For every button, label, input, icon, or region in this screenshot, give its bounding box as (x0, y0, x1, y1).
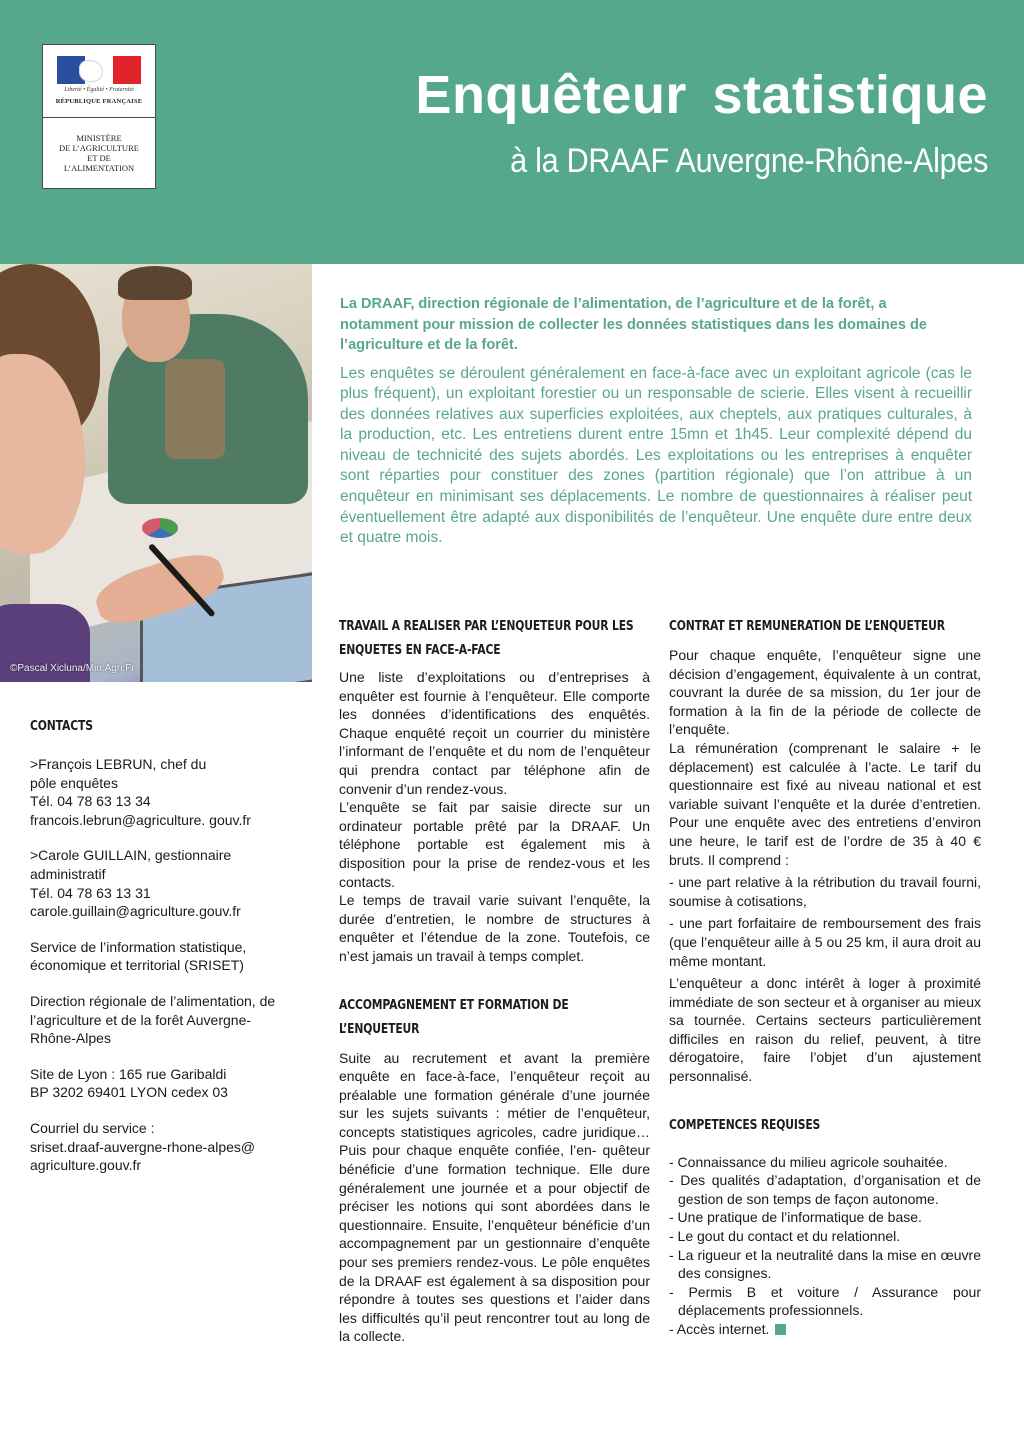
contact-phone: Tél. 04 78 63 13 31 (30, 884, 151, 901)
list-item: - Une pratique de l’informatique de base. (669, 1209, 922, 1226)
contrat-paragraph: L’enquêteur a donc intérêt à loger à proximité immédiate de son secteur et à organiser au mieux sa tournée. Certains secteurs particulièrement difficiles en raison du relief, peuvent, à titre dérogatoire, faire l’objet d’un ajustement personnalisé. (669, 975, 981, 1085)
contact-person-1 (30, 755, 286, 829)
ministry-logo (42, 44, 156, 189)
contrat-heading: CONTRAT ET REMUNERATION DE L’ENQUETEUR (669, 618, 945, 634)
list-item: - Des qualités d’adaptation, d’organisation et de gestion de son temps de façon autonome. (669, 1172, 981, 1207)
intro-body: Les enquêtes se déroulent généralement en face-à-face avec un exploitant agricole (cas le plus fréquent), un exploitant forestier ou un responsable de scierie. Elles visent à recueillir des données relatives aux superficies exploitées, aux cheptels, aux pratiques culturales, à la production, etc. Les entretiens durent entre 15mn et 1h45. Leur complexité dépend du niveau de technicité des sujets abordés. Les exploitations ou les entreprises à enquêter sont réparties pour constituer des zones (partition régionale) que l’on attribue à un enquêteur en minimisant ses déplacements. Le nombre de questionnaires à réaliser peut éventuellement être adapté aux disponibilités de l’enquêteur. Une enquête dure entre deux et quatre mois. (340, 364, 972, 547)
photo-credit: ©Pascal Xicluna/Min.Agri.Fr (10, 663, 135, 674)
accompagnement-paragraph: Suite au recrutement et avant la première enquête en face-à-face, l’enquêteur reçoit au préalable une formation générale d’une journée sur les sujets suivants : métier de l’enquêteur, concepts statistiques agricoles, cadre juridique… Puis pour chaque enquête confiée, l’en- quêteur bénéficie d’une formation technique. Elle dure généralement une journée et a pour objectif de préciser les notions qui sont abordées dans le questionnaire. Ensuite, l’enquêteur bénéficie d’un accompagnement par un gestionnaire d’enquête pour ses premiers rendez-vous. Le pôle enquêtes de la DRAAF est également à sa disposition pour répondre à toutes ses questions et l’aider dans les difficultés qu’il peut rencontrer tout au long de la collecte. (339, 1049, 650, 1345)
contact-person-2 (30, 846, 286, 920)
page-subtitle: à la DRAAF Auvergne-Rhône-Alpes (509, 142, 988, 180)
right-column (669, 614, 981, 1339)
list-item: - Permis B et voiture / Assurance pour déplacements professionnels. (669, 1283, 981, 1319)
ministry-line: DE L’AGRICULTURE (59, 143, 139, 153)
contacts-heading: CONTACTS (30, 718, 93, 734)
list-item: - Connaissance du milieu agricole souhaitée. (669, 1153, 948, 1170)
contrat-paragraph: La rémunération (comprenant le salaire + le déplacement) est calculée à l’acte. Le tarif du questionnaire est fixé au niveau national et est variable suivant l’enquête et la durée d’entretien. Pour une enquête avec des entretiens d’environ une heure, le tarif est de l’ordre de 35 à 40 € bruts. Il comprend : (669, 739, 981, 868)
contrat-paragraph: - une part relative à la rétribution du travail fourni, soumise à cotisations, (669, 874, 981, 909)
travail-paragraph: Le temps de travail varie suivant l’enquête, la durée d’entretien, le nombre de structures à enquêter et l’étendue de la zone. Toutefois, ce n’est jamais un travail à temps complet. (339, 892, 650, 964)
contact-role: pôle enquêtes (30, 774, 118, 791)
list-item (669, 1320, 981, 1339)
competences-list (669, 1153, 981, 1339)
service-email (30, 1119, 286, 1175)
ministry-line: MINISTÈRE (76, 133, 122, 143)
list-item-text: - Accès internet. (669, 1321, 770, 1337)
service-email-link[interactable] (30, 1138, 286, 1175)
address-line: Site de Lyon : 165 rue Garibaldi (30, 1065, 227, 1082)
contrat-paragraph: - une part forfaitaire de remboursement des frais (que l’enquêteur aille à 5 ou 25 km, il aura droit au même montant. (669, 915, 981, 969)
contacts-column (30, 714, 286, 1175)
interview-photo (0, 264, 312, 682)
accompagnement-heading: ACCOMPAGNEMENT ET FORMATION DE L’ENQUETEUR (339, 996, 569, 1037)
contact-role: administratif (30, 865, 106, 882)
republic-motto: Liberté • Égalité • Fraternité (64, 87, 134, 93)
travail-heading: TRAVAIL A REALISER PAR L’ENQUETEUR POUR LES ENQUETES EN FACE-A-FACE (339, 618, 634, 658)
list-item: - La rigueur et la neutralité dans la mise en œuvre des consignes. (669, 1246, 981, 1282)
contact-name: >Carole GUILLAIN, gestionnaire (30, 847, 232, 864)
ministry-name (43, 133, 155, 173)
direction-name: Direction régionale de l’alimentation, de l’agriculture et de la forêt Auvergne-Rhône-Alpes (30, 992, 276, 1047)
end-of-article-square-icon (775, 1324, 786, 1335)
ministry-line: L’ALIMENTATION (63, 163, 135, 173)
middle-column (339, 614, 650, 1346)
contact-email-link[interactable]: carole.guillain@agriculture.gouv.fr (30, 903, 241, 920)
competences-heading: COMPETENCES REQUISES (669, 1116, 821, 1133)
postal-address (30, 1065, 286, 1102)
travail-paragraph: L’enquête se fait par saisie directe sur un ordinateur portable prêté par la DRAAF. Un téléphone portable est également mis à disposition pour la prise de rendez-vous et les contacts. (339, 799, 650, 890)
list-item: - Le gout du contact et du relationnel. (669, 1228, 901, 1245)
page-title: Enquêteur statistique (415, 65, 988, 125)
intro-lead: La DRAAF, direction régionale de l’alimentation, de l’agriculture et de la forêt, a notamment pour mission de collecter les données statistiques dans les domaines de l’agriculture et de la forêt. (340, 295, 928, 353)
contact-email-link[interactable]: francois.lebrun@agriculture. gouv.fr (30, 811, 251, 828)
intro-section (340, 294, 972, 549)
republic-name: RÉPUBLIQUE FRANÇAISE (55, 98, 143, 105)
contact-phone: Tél. 04 78 63 13 34 (30, 793, 151, 810)
service-email-line: agriculture.gouv.fr (30, 1157, 142, 1174)
service-email-line: sriset.draaf-auvergne-rhone-alpes@ (30, 1138, 256, 1155)
republic-logo (43, 45, 155, 118)
contrat-paragraph: Pour chaque enquête, l’enquêteur signe une décision d’engagement, équivalente à un contrat, couvrant la durée de sa mission, du 1er jour de formation à la fin de la période de collecte de l’enquête. (669, 647, 981, 738)
ministry-line: ET DE (87, 153, 111, 163)
travail-paragraph: Une liste d’exploitations ou d’entreprises à enquêter est fournie à l’enquêteur. Elle comporte les données d’identifications des enquêtés. Chaque enquêté reçoit un courrier du ministère l’informant de l’enquête et du nom de l’enquêteur qui prendra contact par téléphone afin de convenir d’un rendez-vous. (339, 669, 650, 797)
service-name: Service de l’information statistique, économique et territorial (SRISET) (30, 938, 247, 974)
address-line: BP 3202 69401 LYON cedex 03 (30, 1084, 228, 1101)
header-banner (0, 0, 1024, 264)
service-email-label: Courriel du service : (30, 1119, 155, 1136)
contact-name: >François LEBRUN, chef du (30, 756, 207, 772)
marianne-flag-icon (57, 56, 141, 84)
